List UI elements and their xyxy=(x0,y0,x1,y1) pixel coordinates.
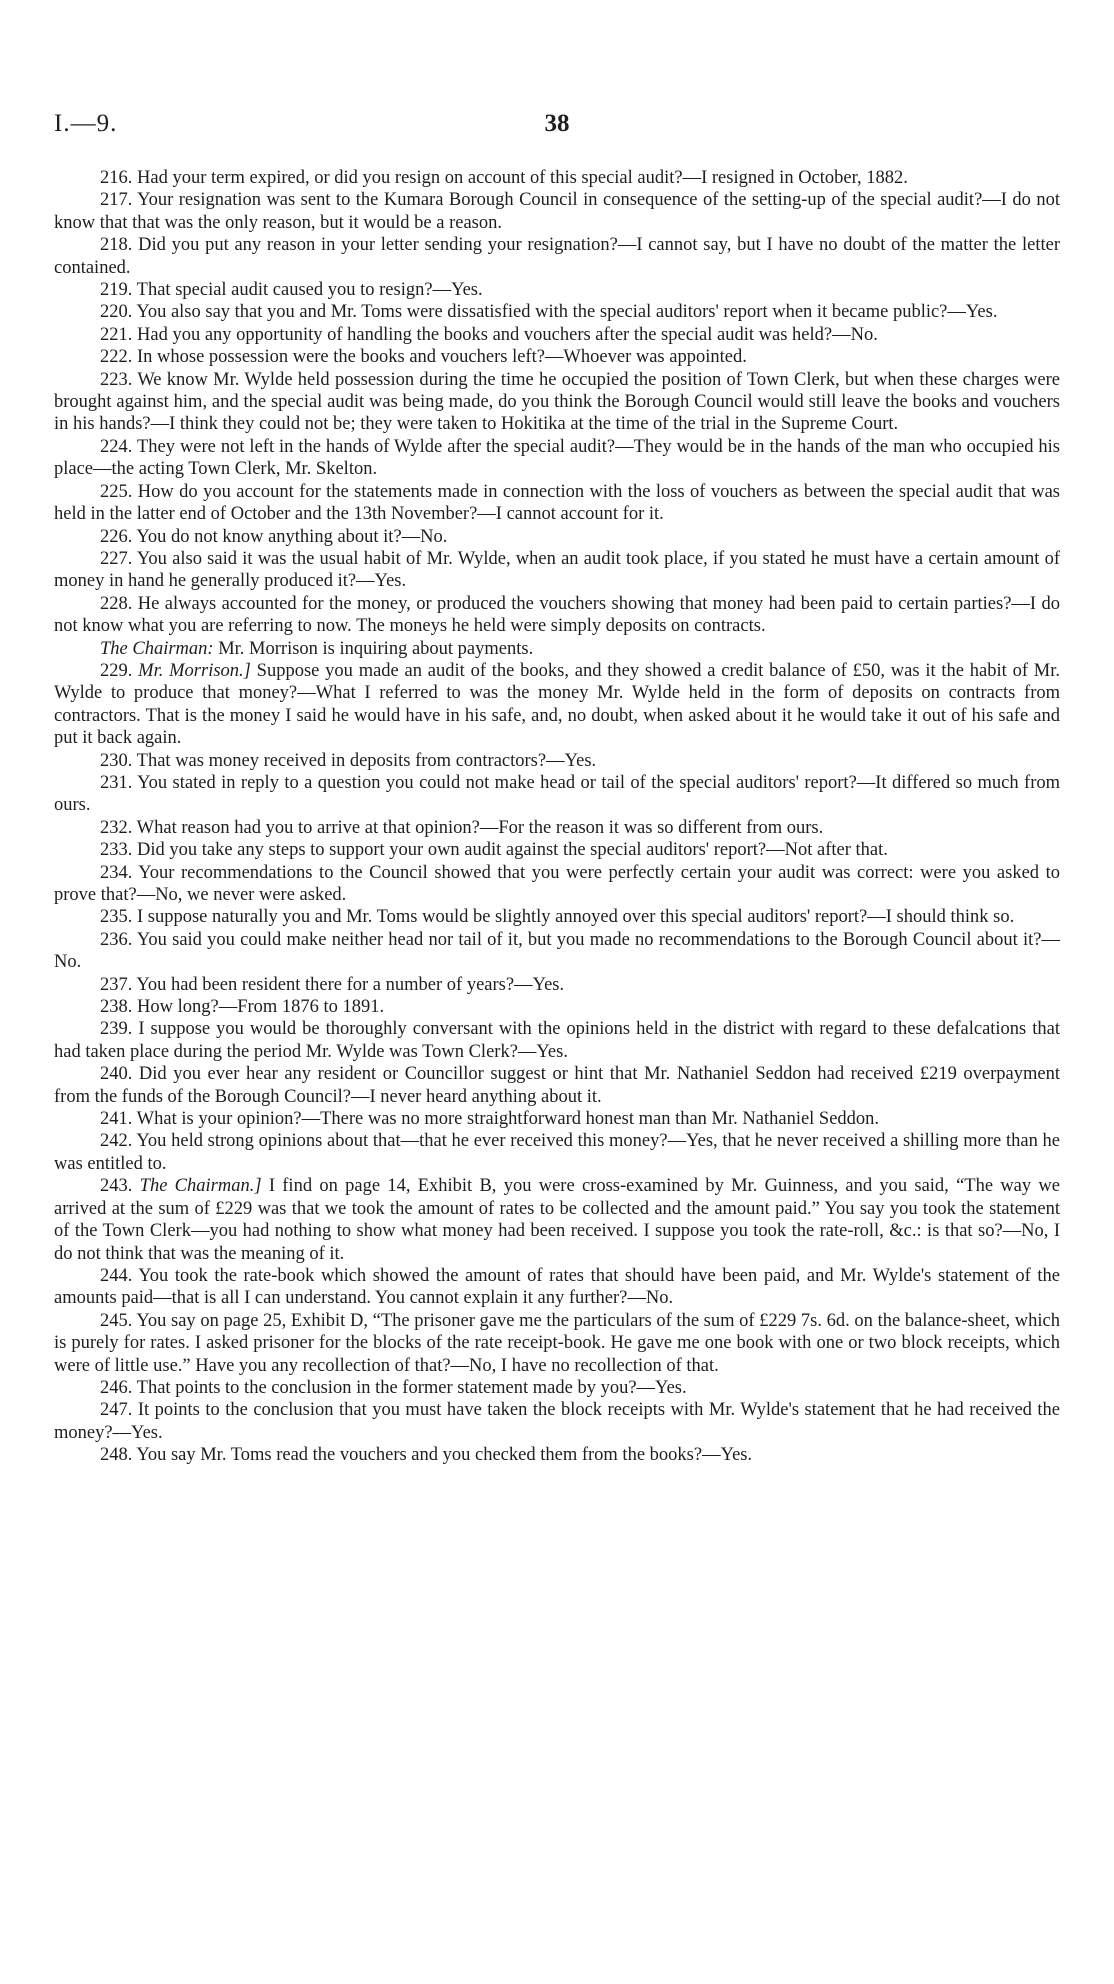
speaker-label: Mr. Morrison.] xyxy=(138,660,251,681)
paragraph-239: 239. I suppose you would be thoroughly conversant with the opinions held in the district with regard to these defalcations that had taken place during the period Mr. Wylde was Town Clerk?—Yes. xyxy=(54,1019,1060,1062)
speaker-label: The Chairman.] xyxy=(139,1176,262,1197)
paragraph-225: 225. How do you account for the statements made in connection with the loss of vouchers as between the special audit that was held in the latter end of October and the 13th November?—I cannot account for it. xyxy=(54,481,1060,525)
paragraph-240: 240. Did you ever hear any resident or Councillor suggest or hint that Mr. Nathaniel Seddon had received £219 overpayment from the funds of the Borough Council?—I never heard anything about it. xyxy=(54,1064,1060,1107)
question-number: 243. xyxy=(100,1176,133,1197)
paragraph-247: 247. It points to the conclusion that you must have taken the block receipts with Mr. Wylde's statement that he had received the money?—Yes. xyxy=(54,1400,1060,1443)
paragraph-223: 223. We know Mr. Wylde held possession during the time he occupied the position of Town Clerk, but when these charges were brought against him, and the special audit was being made, do you think the Borough Council would still leave the books and vouchers in his hands?—I think they could not be; they were taken to Hokitika at the time of the trial in the Supreme Court. xyxy=(54,369,1060,435)
paragraph-chairman-remark xyxy=(54,638,1060,660)
paragraph-234: 234. Your recommendations to the Council showed that you were perfectly certain your audit was correct: were you asked to prove that?—No, we never were asked. xyxy=(54,862,1060,905)
paragraph-244: 244. You took the rate-book which showed the amount of rates that should have been paid, and Mr. Wylde's statement of the amounts paid—that is all I can understand. You cannot explain it any further?—No. xyxy=(54,1265,1060,1309)
paragraph-236: 236. You said you could make neither head nor tail of it, but you made no recommendations to the Borough Council about it?—No. xyxy=(54,929,1060,973)
paragraph-229 xyxy=(54,660,1060,750)
paragraph-237: 237. You had been resident there for a number of years?—Yes. xyxy=(100,974,565,995)
question-number: 229. xyxy=(100,660,133,681)
paragraph-241: 241. What is your opinion?—There was no more straightforward honest man than Mr. Nathaniel Seddon. xyxy=(100,1109,880,1130)
paragraph-246: 246. That points to the conclusion in the former statement made by you?—Yes. xyxy=(100,1377,687,1398)
paragraph-227: 227. You also said it was the usual habit of Mr. Wylde, when an audit took place, if you stated he must have a certain amount of money in hand he generally produced it?—Yes. xyxy=(54,548,1060,592)
paragraph-219: 219. That special audit caused you to resign?—Yes. xyxy=(100,280,483,301)
paragraph-232: 232. What reason had you to arrive at that opinion?—For the reason it was so different from ours. xyxy=(100,817,824,838)
paragraph-226: 226. You do not know anything about it?—No. xyxy=(100,526,448,547)
paragraph-text: Mr. Morrison is inquiring about payments. xyxy=(218,638,534,659)
paragraph-245: 245. You say on page 25, Exhibit D, “The prisoner gave me the particulars of the sum of £229 7s. 6d. on the balance-sheet, which is purely for rates. I asked prisoner for the blocks of the rate receipt-book. He gave me one book with one or two block receipts, which were of little use.” Have you any recollection of that?—No, I have no recollection of that. xyxy=(54,1310,1060,1376)
paragraph-242: 242. You held strong opinions about that—that he ever received this money?—Yes, that he never received a shilling more than he was entitled to. xyxy=(54,1131,1060,1174)
paragraph-238: 238. How long?—From 1876 to 1891. xyxy=(100,997,385,1018)
paragraph-216: 216. Had your term expired, or did you resign on account of this special audit?—I resigned in October, 1882. xyxy=(100,168,908,188)
paragraph-231: 231. You stated in reply to a question you could not make head or tail of the special auditors' report?—It differed so much from ours. xyxy=(54,772,1060,816)
paragraph-230: 230. That was money received in deposits from contractors?—Yes. xyxy=(100,750,597,771)
paragraph-220: 220. You also say that you and Mr. Toms were dissatisfied with the special auditors' report when it became public?—Yes. xyxy=(100,302,998,323)
paragraph-221: 221. Had you any opportunity of handling the books and vouchers after the special audit was held?—No. xyxy=(100,324,878,345)
page-number: 38 xyxy=(544,110,570,137)
paragraph-248: 248. You say Mr. Toms read the vouchers and you checked them from the books?—Yes. xyxy=(100,1445,753,1466)
paragraph-text: I find on page 14, Exhibit B, you were cross-examined by Mr. Guinness, and you said, “The way we arrived at the sum of £229 was that we took the amount of rates to be collected and the amount paid.” You say you took the statement of the Town Clerk—you had nothing to show what money had been received. I suppose you took the rate-roll, &c.: is that so?—No, I do not think that was the meaning of it. xyxy=(54,1176,1060,1264)
paragraph-218: 218. Did you put any reason in your letter sending your resignation?—I cannot say, but I have no doubt of the matter the letter contained. xyxy=(54,235,1060,278)
paragraph-217: 217. Your resignation was sent to the Kumara Borough Council in consequence of the setting-up of the special audit?—I do not know that that was the only reason, but it would be a reason. xyxy=(54,190,1060,233)
paragraph-text: Suppose you made an audit of the books, and they showed a credit balance of £50, was it the habit of Mr. Wylde to produce that money?—What I referred to was the money Mr. Wylde held in the form of deposits on contracts from contractors. That is the money I said he would have in his safe, and, no doubt, when asked about it he would take it out of his safe and put it back again. xyxy=(54,660,1061,749)
paragraph-235: 235. I suppose naturally you and Mr. Toms would be slightly annoyed over this special auditors' report?—I should think so. xyxy=(100,907,1015,928)
speaker-label: The Chairman: xyxy=(100,638,214,659)
page-header xyxy=(54,110,1060,144)
document-body xyxy=(54,167,1060,1467)
paragraph-224: 224. They were not left in the hands of Wylde after the special audit?—They would be in the hands of the man who occupied his place—the acting Town Clerk, Mr. Skelton. xyxy=(54,436,1060,480)
paragraph-243 xyxy=(54,1175,1060,1265)
paragraph-233: 233. Did you take any steps to support your own audit against the special auditors' report?—Not after that. xyxy=(100,840,888,861)
paragraph-228: 228. He always accounted for the money, or produced the vouchers showing that money had been paid to certain parties?—I do not know what you are referring to now. The moneys he held were simply deposits on contracts. xyxy=(54,593,1060,637)
paragraph-222: 222. In whose possession were the books and vouchers left?—Whoever was appointed. xyxy=(100,347,747,368)
series-label: I.—9. xyxy=(54,110,118,137)
